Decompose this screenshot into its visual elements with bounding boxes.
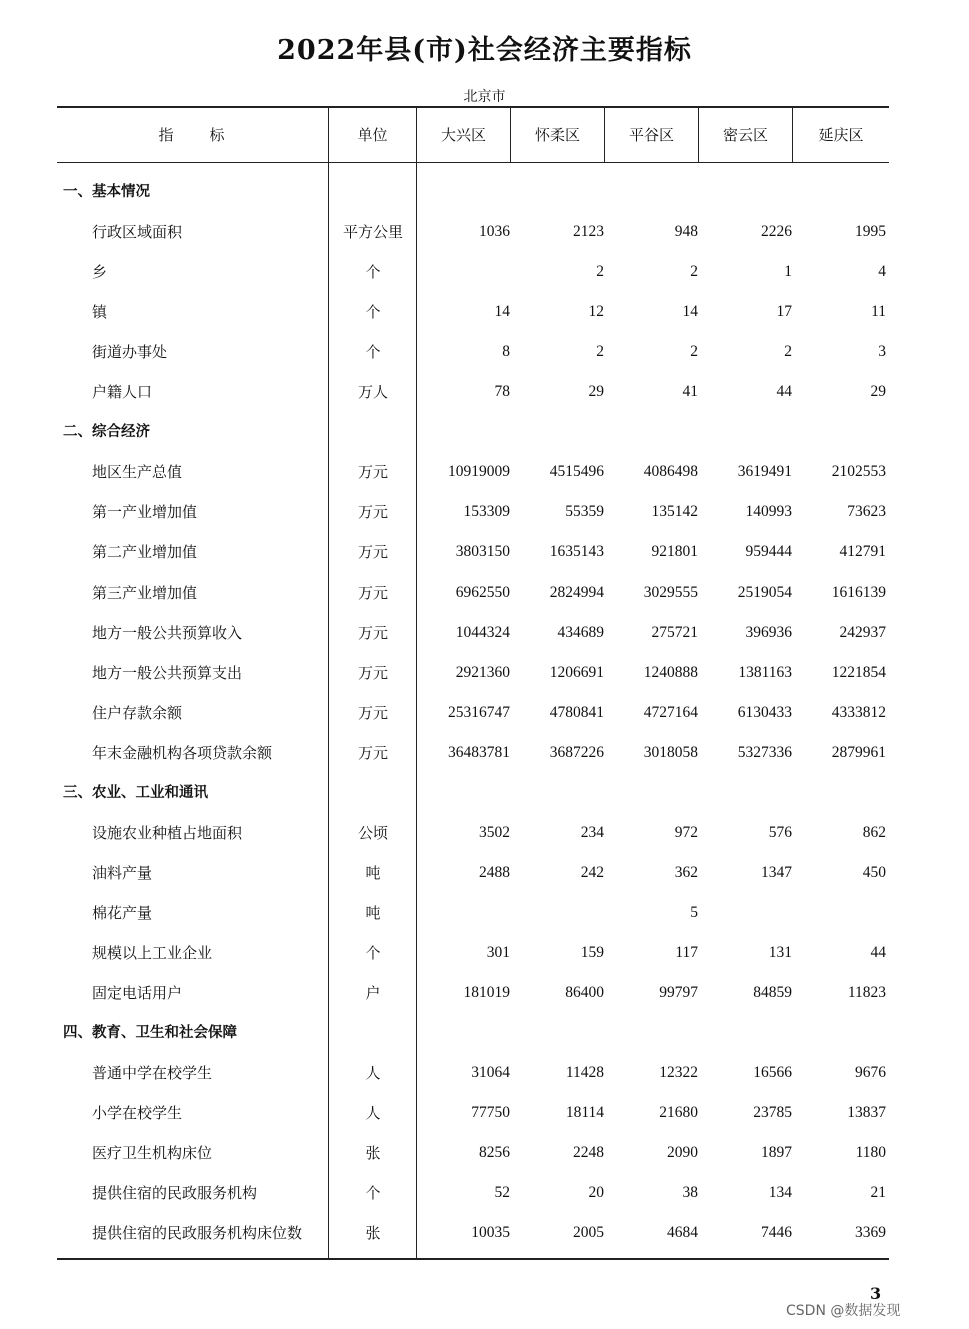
- value-cell: 4086498: [643, 463, 698, 481]
- indicator-label: 小学在校学生: [92, 1104, 183, 1123]
- section-title: 三、农业、工业和通讯: [63, 784, 208, 801]
- table-row: [57, 292, 889, 332]
- indicator-label: 第一产业增加值: [92, 503, 198, 522]
- value-cell: 412791: [839, 543, 886, 561]
- indicator-label: 街道办事处: [92, 343, 168, 362]
- value-cell: 3502: [479, 823, 510, 841]
- table-row: [57, 1093, 889, 1133]
- value-cell: 181019: [463, 984, 510, 1001]
- section-row: [57, 773, 889, 813]
- indicator-label: 提供住宿的民政服务机构床位数: [92, 1224, 303, 1243]
- unit-cell: 个: [365, 343, 381, 362]
- value-cell: 2879961: [831, 743, 886, 761]
- value-cell: 18114: [565, 1104, 604, 1122]
- value-cell: 12322: [659, 1064, 698, 1082]
- value-cell: 2519054: [737, 583, 792, 601]
- header-yanqing: 延庆区: [818, 125, 864, 144]
- value-cell: 117: [675, 943, 698, 961]
- value-cell: 73623: [847, 503, 886, 521]
- value-cell: 6130433: [737, 703, 792, 721]
- header-pinggu: 平谷区: [628, 125, 674, 144]
- value-cell: [417, 893, 510, 933]
- indicator-label: 行政区域面积: [92, 223, 183, 242]
- indicator-label: 镇: [92, 303, 108, 322]
- header-unit: 单位: [357, 125, 388, 144]
- value-cell: 11: [871, 303, 886, 321]
- table-row: [57, 733, 889, 773]
- header-miyun: 密云区: [722, 125, 768, 144]
- value-cell: 242937: [839, 623, 886, 641]
- unit-cell: 公顷: [357, 823, 388, 842]
- value-cell: 3619491: [737, 463, 792, 481]
- value-cell: 31064: [471, 1064, 510, 1082]
- value-cell: 23785: [753, 1104, 792, 1122]
- value-cell: 2: [690, 263, 698, 281]
- value-cell: 11428: [565, 1064, 604, 1082]
- indicator-label: 年末金融机构各项贷款余额: [92, 743, 273, 762]
- unit-cell: 万元: [357, 663, 388, 682]
- indicator-label: 地区生产总值: [92, 463, 183, 482]
- section-title: 四、教育、卫生和社会保障: [63, 1025, 237, 1042]
- watermark: CSDN @数据发现: [786, 1303, 901, 1319]
- value-cell: 16566: [753, 1064, 792, 1082]
- value-cell: 159: [580, 943, 604, 961]
- table-bottom-rule: [57, 1258, 889, 1260]
- value-cell: 1240888: [643, 663, 698, 681]
- value-cell: 948: [674, 223, 698, 241]
- value-cell: 362: [674, 863, 698, 881]
- value-cell: 134: [768, 1184, 792, 1202]
- table-row: [57, 653, 889, 693]
- value-cell: 3369: [855, 1224, 886, 1242]
- table-row: [57, 853, 889, 893]
- value-cell: 86400: [565, 984, 604, 1001]
- value-cell: 44: [870, 943, 886, 961]
- indicator-label: 地方一般公共预算支出: [92, 663, 243, 682]
- indicator-label: 住户存款余额: [92, 703, 183, 722]
- value-cell: 1180: [855, 1144, 886, 1162]
- value-cell: 2488: [479, 863, 510, 881]
- table-row: [57, 573, 889, 613]
- unit-cell: 吨: [365, 903, 381, 922]
- value-cell: 921801: [651, 543, 698, 561]
- value-cell: 25316747: [448, 703, 510, 721]
- value-cell: 12: [588, 303, 604, 321]
- value-cell: 6962550: [455, 583, 510, 601]
- unit-cell: 万元: [357, 583, 388, 602]
- value-cell: 13837: [847, 1104, 886, 1122]
- value-cell: 1381163: [738, 663, 792, 681]
- value-cell: 14: [682, 303, 698, 321]
- value-cell: 44: [776, 383, 792, 401]
- value-cell: 10035: [471, 1224, 510, 1242]
- table-row: [57, 693, 889, 733]
- unit-cell: 个: [365, 943, 381, 962]
- indicator-label: 普通中学在校学生: [92, 1064, 213, 1083]
- indicator-label: 油料产量: [92, 863, 153, 882]
- value-cell: 2102553: [831, 463, 886, 481]
- value-cell: 3687226: [549, 743, 604, 761]
- section-row: [57, 172, 889, 212]
- value-cell: 2: [596, 263, 604, 281]
- value-cell: 131: [768, 943, 792, 961]
- value-cell: 301: [486, 943, 510, 961]
- unit-cell: 人: [365, 1064, 381, 1083]
- table-row: [57, 1053, 889, 1093]
- value-cell: 1347: [761, 863, 792, 881]
- value-cell: 1: [784, 263, 792, 281]
- table-row: [57, 893, 889, 933]
- value-cell: 275721: [651, 623, 698, 641]
- value-cell: [417, 252, 510, 292]
- value-cell: 2: [784, 343, 792, 361]
- section-title: 一、基本情况: [63, 184, 150, 200]
- table-row: [57, 212, 889, 252]
- table-row: [57, 973, 889, 1013]
- value-cell: 20: [588, 1184, 604, 1202]
- value-cell: 242: [580, 863, 604, 881]
- value-cell: 434689: [557, 623, 604, 641]
- value-cell: 5: [690, 903, 698, 921]
- value-cell: 2005: [573, 1224, 604, 1242]
- value-cell: 3018058: [643, 743, 698, 761]
- table-row: [57, 252, 889, 292]
- value-cell: 4727164: [643, 703, 698, 721]
- value-cell: 2090: [667, 1144, 698, 1162]
- indicator-label: 固定电话用户: [92, 984, 183, 1002]
- unit-cell: 万元: [357, 463, 388, 482]
- value-cell: 52: [494, 1184, 510, 1202]
- value-cell: 576: [768, 823, 792, 841]
- indicator-label: 设施农业种植占地面积: [92, 823, 243, 842]
- value-cell: 4: [878, 263, 886, 281]
- value-cell: 5327336: [737, 743, 792, 761]
- value-cell: 77750: [471, 1104, 510, 1122]
- value-cell: 2921360: [455, 663, 510, 681]
- table-header-rule: [57, 162, 889, 163]
- value-cell: 234: [580, 823, 604, 841]
- unit-cell: 个: [365, 263, 381, 282]
- unit-cell: 吨: [365, 863, 381, 882]
- table-row: [57, 613, 889, 653]
- table-row: [57, 1173, 889, 1213]
- value-cell: 862: [862, 823, 886, 841]
- value-cell: 8256: [479, 1144, 510, 1162]
- value-cell: 11823: [847, 984, 886, 1001]
- value-cell: 99797: [659, 984, 698, 1001]
- table-row: [57, 452, 889, 492]
- table-row: [57, 933, 889, 973]
- value-cell: 4684: [667, 1224, 698, 1242]
- value-cell: 55359: [565, 503, 604, 521]
- value-cell: 1995: [855, 223, 886, 241]
- table-row: [57, 1213, 889, 1253]
- unit-cell: 户: [365, 984, 381, 1002]
- indicator-label: 户籍人口: [92, 383, 153, 402]
- value-cell: 3: [878, 343, 886, 361]
- header-daxing: 大兴区: [440, 125, 486, 144]
- header-huairou: 怀柔区: [534, 125, 580, 144]
- value-cell: 38: [682, 1184, 698, 1202]
- value-cell: 21: [870, 1184, 886, 1202]
- indicator-label: 提供住宿的民政服务机构: [92, 1184, 258, 1203]
- table-row: [57, 332, 889, 372]
- value-cell: 36483781: [448, 743, 510, 761]
- value-cell: 9676: [855, 1064, 886, 1082]
- value-cell: 41: [682, 383, 698, 401]
- unit-cell: 个: [365, 303, 381, 322]
- value-cell: 4780841: [549, 703, 604, 721]
- section-row: [57, 1013, 889, 1053]
- table-row: [57, 372, 889, 412]
- unit-cell: 万元: [357, 703, 388, 722]
- section-title: 二、综合经济: [63, 424, 150, 441]
- unit-cell: 万元: [357, 543, 388, 562]
- value-cell: 2824994: [549, 583, 604, 601]
- unit-cell: 万元: [357, 623, 388, 642]
- value-cell: 4333812: [831, 703, 886, 721]
- indicator-label: 棉花产量: [92, 903, 153, 922]
- value-cell: 17: [776, 303, 792, 321]
- value-cell: 1036: [479, 223, 510, 241]
- value-cell: 1897: [761, 1144, 792, 1162]
- value-cell: [794, 893, 886, 933]
- value-cell: 153309: [463, 503, 510, 521]
- value-cell: 8: [502, 343, 510, 361]
- section-row: [57, 412, 889, 452]
- value-cell: 959444: [745, 543, 792, 561]
- value-cell: 29: [870, 383, 886, 401]
- value-cell: 29: [588, 383, 604, 401]
- value-cell: 7446: [761, 1224, 792, 1242]
- value-cell: 1044324: [455, 623, 510, 641]
- value-cell: 1616139: [831, 583, 886, 601]
- table-row: [57, 532, 889, 572]
- unit-cell: 人: [365, 1104, 381, 1123]
- indicator-label: 医疗卫生机构床位: [92, 1144, 213, 1163]
- header-indicator: 指 标: [158, 125, 227, 144]
- indicator-label: 地方一般公共预算收入: [92, 623, 243, 642]
- unit-cell: 个: [365, 1184, 381, 1203]
- value-cell: 972: [674, 823, 698, 841]
- value-cell: 21680: [659, 1104, 698, 1122]
- region-label: 北京市: [463, 89, 506, 105]
- value-cell: 140993: [745, 503, 792, 521]
- value-cell: 135142: [651, 503, 698, 521]
- value-cell: 1221854: [831, 663, 886, 681]
- value-cell: 2226: [761, 223, 792, 241]
- table-row: [57, 1133, 889, 1173]
- page-title: 2022年县(市)社会经济主要指标: [277, 35, 692, 66]
- value-cell: 2123: [573, 223, 604, 241]
- indicator-label: 第二产业增加值: [92, 543, 198, 562]
- value-cell: 450: [862, 863, 886, 881]
- value-cell: 3803150: [455, 543, 510, 561]
- value-cell: 78: [494, 383, 510, 401]
- unit-cell: 张: [365, 1224, 381, 1243]
- value-cell: 1635143: [549, 543, 604, 561]
- value-cell: 4515496: [549, 463, 604, 481]
- unit-cell: 万人: [357, 383, 388, 402]
- value-cell: [512, 893, 604, 933]
- indicator-label: 乡: [92, 263, 108, 282]
- value-cell: 396936: [745, 623, 792, 641]
- unit-cell: 平方公里: [342, 223, 403, 242]
- unit-cell: 万元: [357, 743, 388, 762]
- value-cell: 14: [494, 303, 510, 321]
- unit-cell: 万元: [357, 503, 388, 522]
- value-cell: 3029555: [643, 583, 698, 601]
- value-cell: 84859: [753, 984, 792, 1001]
- value-cell: 2: [596, 343, 604, 361]
- value-cell: 2: [690, 343, 698, 361]
- value-cell: 2248: [573, 1144, 604, 1162]
- value-cell: [700, 893, 792, 933]
- table-row: [57, 813, 889, 853]
- value-cell: 10919009: [448, 463, 510, 481]
- indicator-label: 第三产业增加值: [92, 583, 198, 602]
- unit-cell: 张: [365, 1144, 381, 1163]
- page-number: 3: [870, 1284, 882, 1303]
- value-cell: 1206691: [549, 663, 604, 681]
- table-row: [57, 492, 889, 532]
- indicator-label: 规模以上工业企业: [92, 943, 213, 962]
